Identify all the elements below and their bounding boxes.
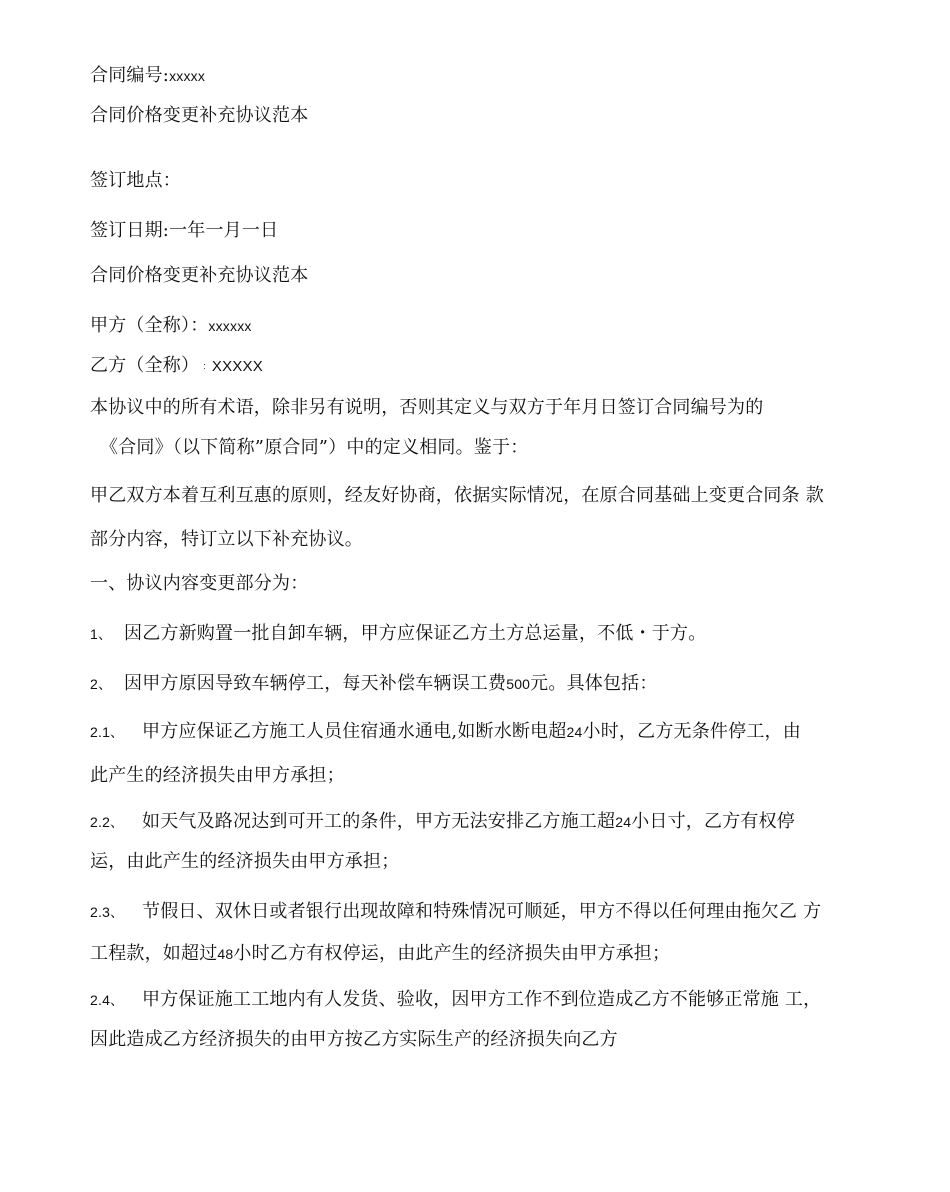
item-2-2-text-b: 小日寸，乙方有权停 bbox=[631, 811, 795, 832]
item-1-number: 1、 bbox=[90, 626, 113, 642]
item-2-1-number: 2.1、 bbox=[90, 724, 125, 740]
section-1-heading: 一、协议内容变更部分为： bbox=[90, 573, 309, 594]
intro-line-2: 《合同》（以下简称”原合同”）中的定义相同。鉴于： bbox=[100, 437, 529, 458]
item-2-3 bbox=[90, 900, 821, 924]
party-a bbox=[90, 314, 252, 338]
signing-date: 签订日期:一年一月一日 bbox=[90, 220, 279, 241]
item-2-4-line-2: 因此造成乙方经济损失的由甲方按乙方实际生产的经济损失向乙方 bbox=[90, 1029, 618, 1050]
intro-line-1: 本协议中的所有术语，除非另有说明，否则其定义与双方于年月日签订合同编号为的 bbox=[90, 397, 764, 418]
contract-number bbox=[90, 64, 205, 88]
item-2-1-line-2: 此产生的经济损失由甲方承担； bbox=[90, 765, 345, 786]
item-2-text-a: 因甲方原因导致车辆停工，每天补偿车辆误工费 bbox=[124, 673, 507, 694]
party-b-label: 乙方（全称） bbox=[90, 355, 200, 376]
item-2-1-text-b: 小时，乙方无条件停工，由 bbox=[582, 721, 801, 742]
contract-number-value: xxxxx bbox=[169, 68, 206, 84]
item-2-number: 2、 bbox=[90, 676, 113, 692]
item-2-3-text: 节假日、双休日或者银行出现故障和特殊情况可顺延，甲方不得以任何理由拖欠乙 方 bbox=[142, 901, 822, 922]
item-2-3-hours: 48 bbox=[217, 946, 234, 962]
item-2-3-line-2-b: 小时乙方有权停运，由此产生的经济损失由甲方承担； bbox=[233, 943, 671, 964]
item-2-3-line-2 bbox=[90, 942, 670, 966]
item-2-3-line-2-a: 工程款，如超过 bbox=[90, 943, 218, 964]
paragraph-1-line-2: 部分内容，特订立以下补充协议。 bbox=[90, 529, 363, 550]
item-2-2-hours: 24 bbox=[615, 814, 632, 830]
item-2-3-number: 2.3、 bbox=[90, 904, 125, 920]
item-2-1-text-a: 甲方应保证乙方施工人员住宿通水通电,如断水断电超 bbox=[142, 721, 567, 742]
item-2-text-b: 元。具体包括： bbox=[530, 673, 658, 694]
paragraph-1-line-1: 甲乙双方本着互利互惠的原则，经友好协商，依据实际情况，在原合同基础上变更合同条 款 bbox=[90, 485, 824, 506]
document-title: 合同价格变更补充协议范本 bbox=[90, 105, 309, 126]
item-2-2-line-2: 运，由此产生的经济损失由甲方承担； bbox=[90, 851, 400, 872]
item-2 bbox=[90, 672, 658, 696]
item-2-1-hours: 24 bbox=[566, 724, 583, 740]
party-a-value: xxxxxx bbox=[208, 318, 252, 334]
item-1-text: 因乙方新购置一批自卸车辆，甲方应保证乙方土方总运量，不低・于方。 bbox=[124, 623, 707, 644]
party-a-label: 甲方（全称）： bbox=[90, 315, 209, 336]
item-2-2 bbox=[90, 810, 795, 834]
contract-number-label: 合同编号: bbox=[90, 65, 170, 86]
document-title-repeat: 合同价格变更补充协议范本 bbox=[90, 265, 309, 286]
item-1 bbox=[90, 622, 706, 646]
item-2-amount: 500 bbox=[506, 676, 531, 692]
item-2-1 bbox=[90, 720, 801, 744]
item-2-4-number: 2.4、 bbox=[90, 992, 125, 1008]
item-2-2-text-a: 如天气及路况达到可开工的条件，甲方无法安排乙方施工超 bbox=[142, 811, 616, 832]
item-2-2-number: 2.2、 bbox=[90, 814, 125, 830]
item-2-4-text: 甲方保证施工工地内有人发货、验收，因甲方工作不到位造成乙方不能够正常施 工， bbox=[142, 989, 822, 1010]
item-2-4 bbox=[90, 988, 821, 1012]
party-b bbox=[90, 354, 263, 379]
signing-place: 签订地点： bbox=[90, 170, 181, 191]
party-b-separator: : bbox=[203, 361, 206, 371]
party-b-value: XXXXX bbox=[211, 358, 263, 375]
